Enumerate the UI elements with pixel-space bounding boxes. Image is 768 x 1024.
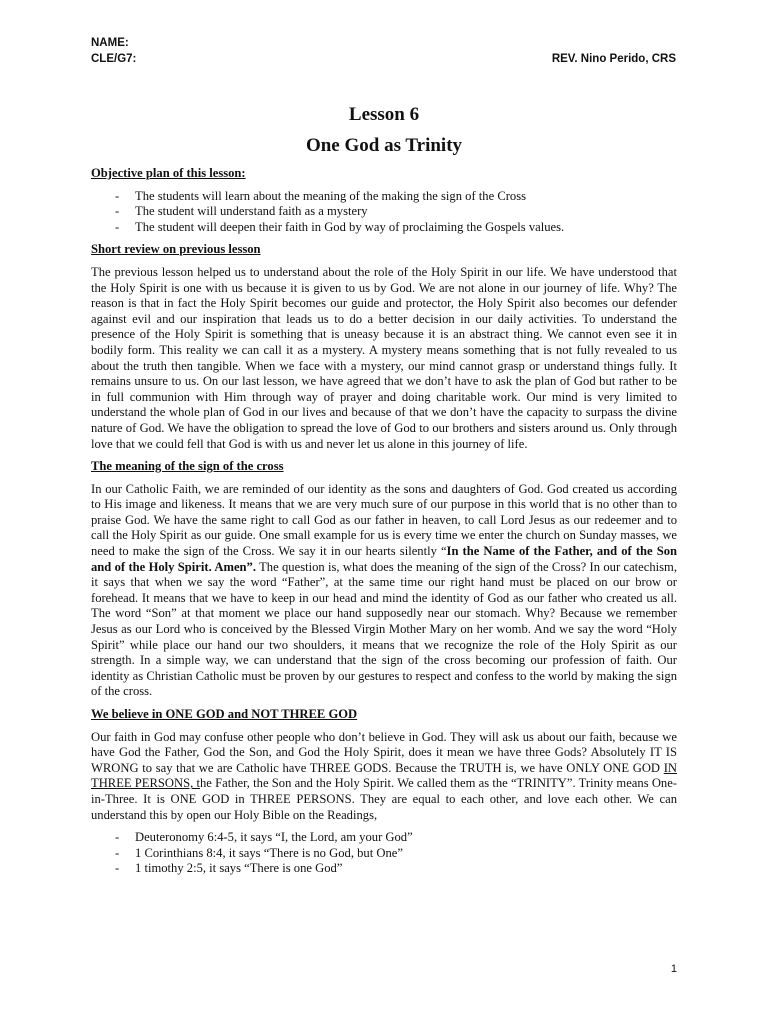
lesson-title: One God as Trinity	[305, 135, 463, 156]
cross-heading: The meaning of the sign of the cross	[91, 459, 284, 474]
author-name: REV. Nino Perido, CRS	[551, 53, 676, 65]
objective-item: - The students will learn about the meaning of the making the sign of the Cross	[91, 189, 677, 205]
review-paragraph: The previous lesson helped us to understand about the role of the Holy Spirit in our life. We have understood that the Holy Spirit is one with us because it is given to us by God. We are not alone in our journey of life. Why? The reason is that in fact the Holy Spirit becomes our guide and protector, the Holy Spirit also becomes our defender against evil and our inspiration that leads us to do a better decision in our daily activities. To understand the presence of the Holy Spirit is something that is uneasy because it is an abstract thing. We cannot even see it in bodily form. This reality we can call it as a mystery. A mystery means something that is not fully revealed to us about the truth then tangible. When we face with a mystery, our mind cannot grasp or understand things fully. It remains unsure to us. On our last lesson, we have agreed that we don’t have to ask the plan of God but rather to be in full communion with Him through way of prayer and doing charitable work. Our mind is very limited to understand the whole plan of God in our lives and because of that we don’t have the capacity to surpass the divine nature of God. We have the obligation to spread the love of God to our brothers and sisters around us. Only through love that we could fell that God is with us and never let us alone in this journey of life.	[91, 264, 677, 451]
cross-prayer-text: In the Name of the Father, and of the Son and of the Holy Spirit. Amen”.	[91, 544, 677, 574]
one-god-text-start: Our faith in God may confuse other people who don’t believe in God. They will ask us about our faith, because we have God the Father, God the Son, and God the Holy Spirit, does it mean we have three Gods? Absolutely IT IS WRONG to say that we are Catholic have THREE GODS. Because the TRUTH is, we have ONLY ONE GOD	[91, 729, 677, 775]
reading-item: - Deuteronomy 6:4-5, it says “I, the Lord, am your God”	[91, 830, 677, 846]
one-god-heading: We believe in ONE GOD and NOT THREE GOD	[91, 707, 358, 721]
class-label: CLE/G7:	[91, 53, 137, 65]
lesson-body	[91, 166, 677, 884]
cross-paragraph	[91, 482, 677, 700]
review-heading: Short review on previous lesson	[91, 242, 261, 257]
reading-item: - 1 timothy 2:5, it says “There is one God”	[91, 861, 677, 877]
page-number: 1	[670, 963, 677, 975]
name-label: NAME:	[91, 37, 129, 49]
objectives-list	[91, 189, 677, 236]
objective-item: - The student will understand faith as a mystery	[91, 204, 677, 220]
readings-list	[91, 830, 677, 877]
three-persons-text: IN THREE PERSONS, t	[91, 760, 677, 791]
cross-text-end: The question is, what does the meaning of the sign of the Cross? In our catechism, it says that when we say the word “Father”, at the same time our right hand must be placed on our brow or forehead. It means that we have to keep in our head and mind the identity of God as our father who created us all. The word “Son” at that moment we place our hand supposedly near our stomach. Why? Because we remember Jesus as our Lord who is conceived by the Blessed Virgin Mother Mary on her womb. And we say the word “Holy Spirit” while place our hand our two shoulders, it means that we recognize the role of the Holy Spirit as our strength. In a simple way, we can understand that the sign of the cross becoming our profession of faith. Our identity as Christian Catholic must be proven by our gestures to respect and confess to the world by making the sign of the cross.	[91, 559, 677, 699]
cross-text-start: In our Catholic Faith, we are reminded of our identity as the sons and daughters of God. God created us according to His image and likeness. It means that we are very much sure of our purpose in this world that is no other than to praise God. We have the same right to call God as our father in heaven, to call Lord Jesus as our redeemer and to call the Holy Spirit as our guide. One small example for us is every time we enter the church on Sunday masses, we need to make the sign of the Cross. We say it in our hearts silently “	[91, 481, 677, 559]
reading-item: - 1 Corinthians 8:4, it says “There is no God, but One”	[91, 846, 677, 862]
one-god-paragraph	[91, 730, 677, 824]
objective-item: - The student will deepen their faith in God by way of proclaiming the Gospels values.	[91, 220, 677, 236]
objectives-heading: Objective plan of this lesson:	[91, 166, 246, 180]
lesson-number: Lesson 6	[348, 104, 420, 125]
one-god-text-end: he Father, the Son and the Holy Spirit. We called them as the “TRINITY”. Trinity means One-in-Three. It is ONE GOD in THREE PERSONS. They are equal to each other, and love each other. We can understand this by open our Holy Bible on the Readings,	[91, 776, 677, 822]
